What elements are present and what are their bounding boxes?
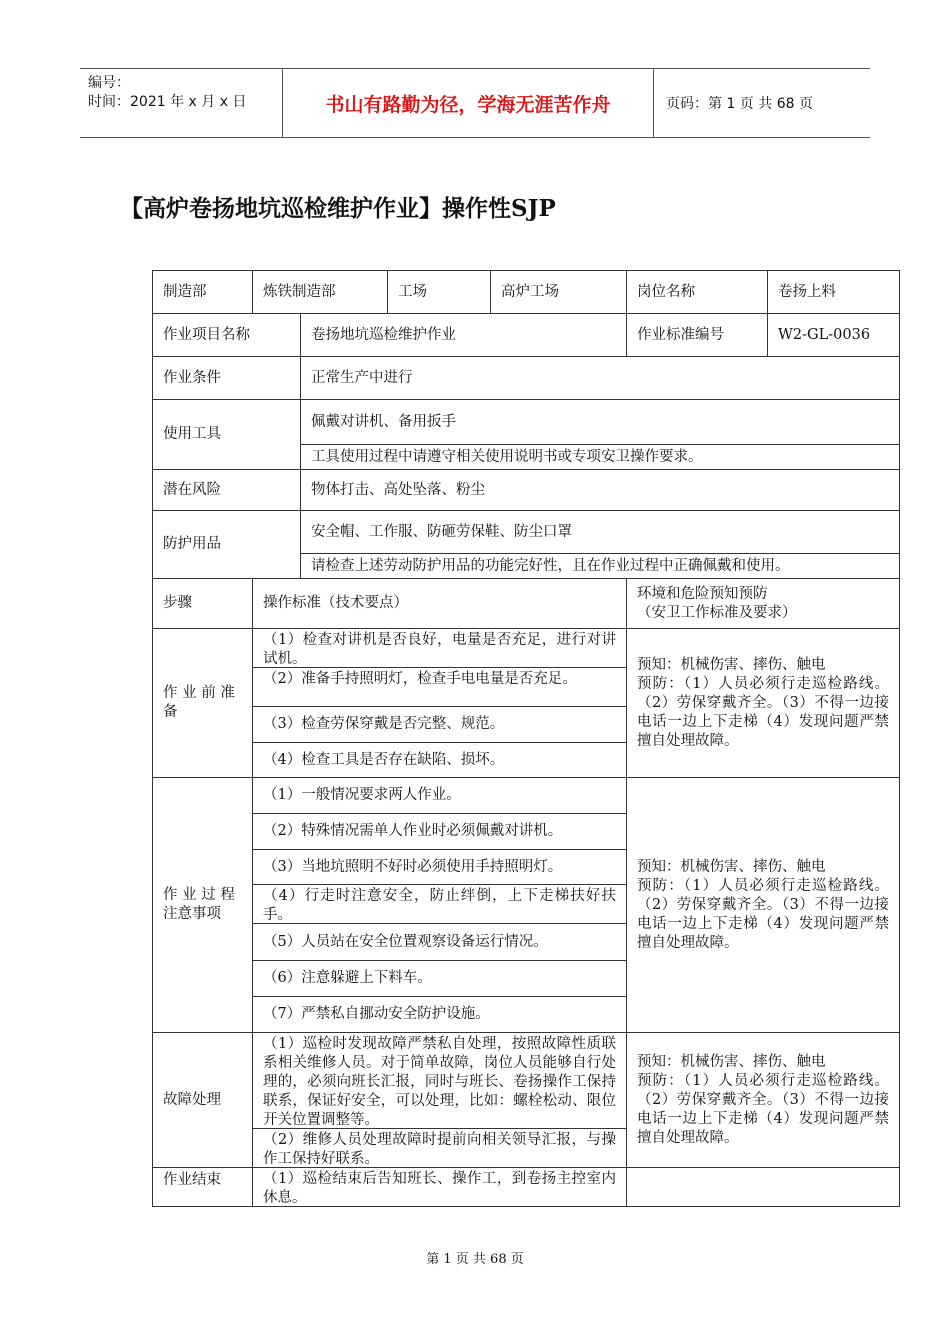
process-hazard: 预知：机械伤害、摔伤、触电 预防：（1）人员必须行走巡检路线。（2）劳保穿戴齐全。（3）不得一边接电话一边上下走梯（4）发现问题严禁擅自处理故障。 (626, 777, 900, 1033)
fault-hazard: 预知：机械伤害、摔伤、触电 预防：（1）人员必须行走巡检路线。（2）劳保穿戴齐全。（3）不得一边接电话一边上下走梯（4）发现问题严禁擅自处理故障。 (626, 1032, 900, 1168)
ppe-label: 防护用品 (152, 510, 301, 579)
process-item: （4）行走时注意安全，防止绊倒，上下走梯扶好扶手。 (252, 884, 627, 924)
ppe-note: 请检查上述劳动防护用品的功能完好性，且在作业过程中正确佩戴和使用。 (300, 553, 900, 579)
risk-value: 物体打击、高处坠落、粉尘 (300, 469, 900, 511)
item-value: 卷扬地坑巡检维护作业 (300, 313, 627, 357)
process-item: （2）特殊情况需单人作业时必须佩戴对讲机。 (252, 813, 627, 850)
page-indicator: 页码：第 1 页 共 68 页 (666, 96, 813, 112)
process-label: 作 业 过 程 注意事项 (152, 777, 253, 1033)
page-footer: 第 1 页 共 68 页 (426, 1252, 524, 1267)
number-label: 编号： (88, 75, 130, 91)
post-label: 岗位名称 (626, 270, 768, 314)
col-standard: 操作标准（技术要点） (252, 578, 627, 629)
tools-label: 使用工具 (152, 399, 301, 470)
document-title: 【高炉卷扬地坑巡检维护作业】操作性SJP (120, 195, 556, 222)
risk-label: 潜在风险 (152, 469, 301, 511)
dept-value: 炼铁制造部 (252, 270, 388, 314)
process-item: （7）严禁私自挪动安全防护设施。 (252, 996, 627, 1033)
fault-item: （2）维修人员处理故障时提前向相关领导汇报，与操作工保持好联系。 (252, 1128, 627, 1168)
time-label: 时间：2021 年 x 月 x 日 (88, 94, 247, 110)
prep-item: （1）检查对讲机是否良好，电量是否充足，进行对讲试机。 (252, 628, 627, 668)
process-item: （3）当地坑照明不好时必须使用手持照明灯。 (252, 849, 627, 885)
plant-label: 工场 (387, 270, 491, 314)
item-label: 作业项目名称 (152, 313, 301, 357)
end-label: 作业结束 (152, 1167, 253, 1207)
end-item: （1）巡检结束后告知班长、操作工，到卷扬主控室内休息。 (252, 1167, 627, 1207)
col-step: 步骤 (152, 578, 253, 629)
prep-hazard: 预知：机械伤害、摔伤、触电 预防：（1）人员必须行走巡检路线。（2）劳保穿戴齐全。（3）不得一边接电话一边上下走梯（4）发现问题严禁擅自处理故障。 (626, 628, 900, 778)
process-item: （1）一般情况要求两人作业。 (252, 777, 627, 814)
plant-value: 高炉工场 (490, 270, 627, 314)
prep-label: 作 业 前 准 备 (152, 628, 253, 778)
motto: 书山有路勤为径，学海无涯苦作舟 (282, 69, 654, 137)
end-hazard-empty (626, 1167, 900, 1207)
prep-item: （2）准备手持照明灯，检查手电电量是否充足。 (252, 667, 627, 707)
header-meta (80, 69, 280, 137)
col-env: 环境和危险预知预防 （安卫工作标准及要求） (626, 578, 900, 629)
process-item: （5）人员站在安全位置观察设备运行情况。 (252, 923, 627, 961)
process-item: （6）注意躲避上下料车。 (252, 960, 627, 997)
tools-note: 工具使用过程中请遵守相关使用说明书或专项安卫操作要求。 (300, 444, 900, 470)
cond-value: 正常生产中进行 (300, 356, 900, 400)
dept-label: 制造部 (152, 270, 253, 314)
tools-value: 佩戴对讲机、备用扳手 (300, 399, 900, 445)
prep-item: （3）检查劳保穿戴是否完整、规范。 (252, 706, 627, 743)
fault-label: 故障处理 (152, 1032, 253, 1168)
ppe-value: 安全帽、工作服、防砸劳保鞋、防尘口罩 (300, 510, 900, 554)
std-value: W2-GL-0036 (767, 313, 900, 357)
fault-item: （1）巡检时发现故障严禁私自处理，按照故障性质联系相关维修人员。对于简单故障，岗位人员能够自行处理的，必须向班长汇报，同时与班长、卷扬操作工保持联系，保证好安全，可以处理，比如：螺栓松动、限位开关位置调整等。 (252, 1032, 627, 1129)
post-value: 卷扬上料 (767, 270, 900, 314)
prep-item: （4）检查工具是否存在缺陷、损坏。 (252, 742, 627, 778)
page-header (80, 68, 870, 138)
std-label: 作业标准编号 (626, 313, 768, 357)
cond-label: 作业条件 (152, 356, 301, 400)
